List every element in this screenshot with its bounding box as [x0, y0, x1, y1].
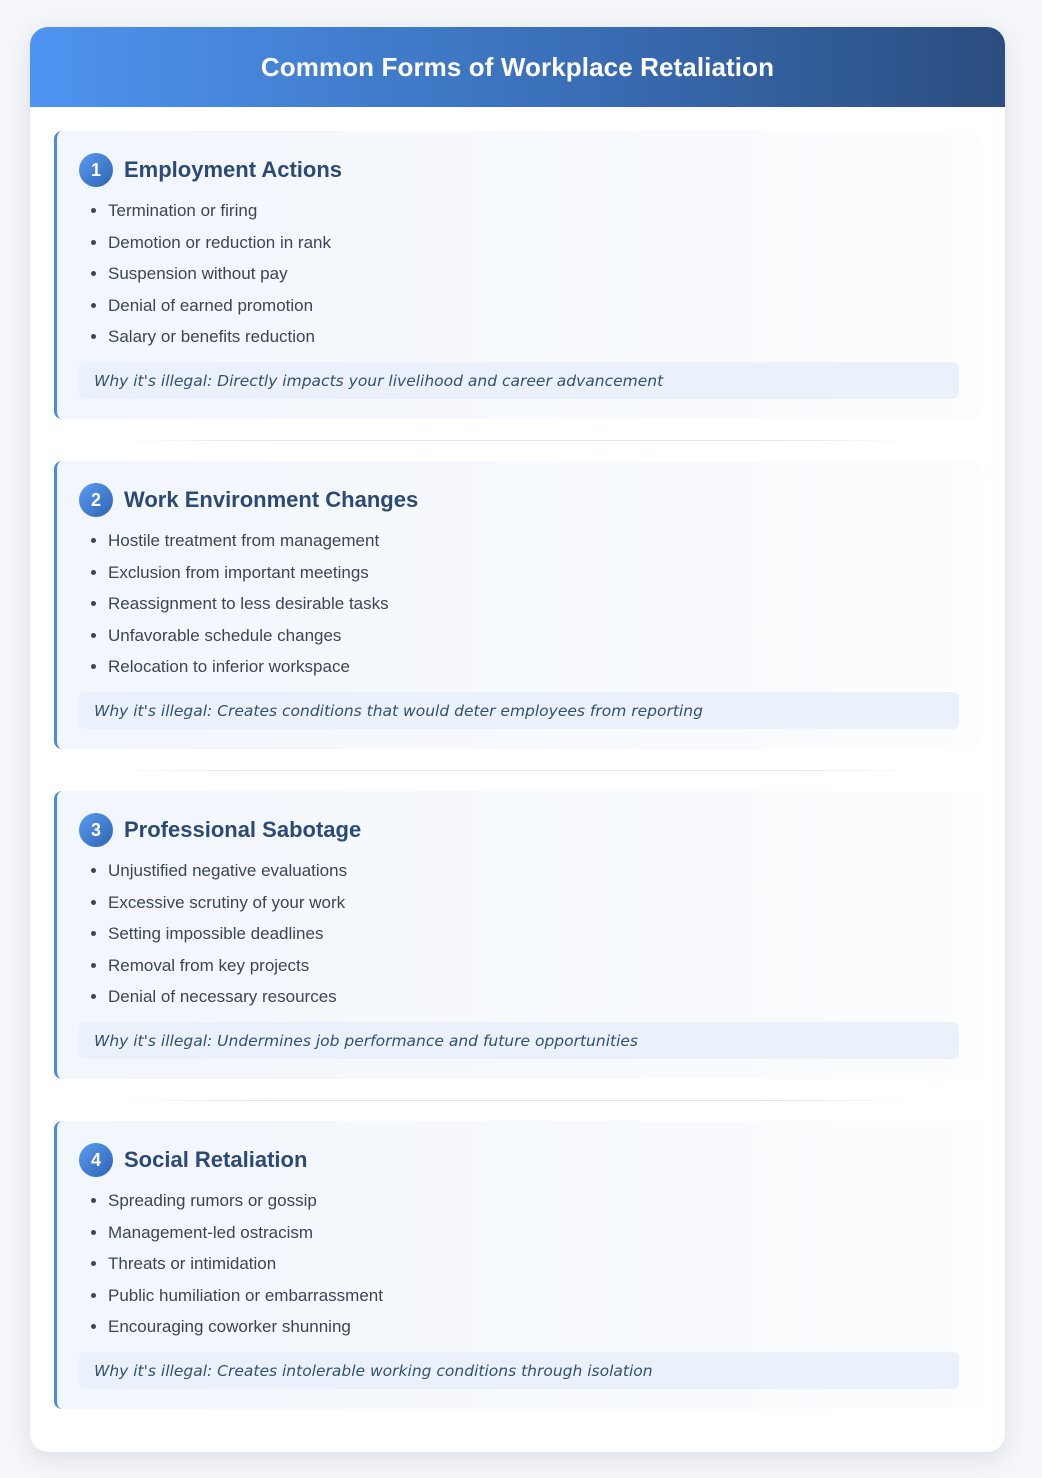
section-title: Social Retaliation [124, 1147, 308, 1172]
list-item-text: Encouraging coworker shunning [108, 1317, 351, 1336]
list-item-text: Exclusion from important meetings [108, 562, 369, 582]
section-title: Professional Sabotage [124, 817, 362, 842]
section-number-badge: 4 [79, 1143, 113, 1177]
section-number-badge: 2 [79, 483, 113, 517]
section-header [79, 153, 342, 187]
list-item [83, 950, 347, 982]
section-employment-actions [54, 131, 980, 419]
list-item-text: Denial of earned promotion [108, 295, 314, 315]
bullet-icon [91, 303, 96, 308]
list-item-text: Unjustified negative evaluations [108, 861, 348, 880]
list-item [83, 918, 347, 950]
bullet-icon [91, 1293, 96, 1298]
item-list [83, 195, 331, 353]
bullet-icon [91, 334, 96, 339]
bullet-icon [91, 1198, 96, 1203]
list-item-text: Hostile treatment from management [108, 531, 380, 550]
list-item [83, 1311, 383, 1343]
list-item-text: Suspension without pay [108, 264, 288, 283]
bullet-icon [91, 664, 96, 669]
list-item [83, 290, 331, 322]
list-item-text: Excessive scrutiny of your work [108, 892, 346, 912]
list-item [83, 525, 389, 557]
bullet-icon [91, 271, 96, 276]
list-item [83, 258, 331, 290]
list-item-text: Removal from key projects [108, 955, 310, 975]
bullet-icon [91, 601, 96, 606]
section-divider [114, 1100, 920, 1101]
bullet-icon [91, 963, 96, 968]
section-work-environment-changes [54, 461, 980, 749]
list-item [83, 887, 347, 919]
list-item [83, 620, 389, 652]
list-item [83, 855, 347, 887]
list-item [83, 1248, 383, 1280]
section-title: Work Environment Changes [124, 487, 419, 512]
bullet-icon [91, 633, 96, 638]
section-social-retaliation [54, 1121, 980, 1409]
bullet-icon [91, 931, 96, 936]
bullet-icon [91, 570, 96, 575]
item-list [83, 855, 347, 1013]
bullet-icon [91, 538, 96, 543]
section-header [79, 483, 418, 517]
bullet-icon [91, 1324, 96, 1329]
section-professional-sabotage [54, 791, 980, 1079]
list-item-text: Threats or intimidation [108, 1254, 277, 1273]
illegal-reason-note: Why it's illegal: Directly impacts your livelihood and career advancement [79, 362, 959, 399]
item-list [83, 525, 389, 683]
page-title: Common Forms of Workplace Retaliation [260, 51, 775, 82]
bullet-icon [91, 994, 96, 999]
list-item-text: Public humiliation or embarrassment [108, 1285, 383, 1305]
list-item [83, 227, 331, 259]
bullet-icon [91, 240, 96, 245]
list-item-text: Spreading rumors or gossip [108, 1191, 317, 1210]
list-item-text: Relocation to inferior workspace [108, 657, 350, 676]
list-item [83, 1280, 383, 1312]
section-number-badge: 1 [79, 153, 113, 187]
sections-list [54, 131, 980, 1409]
bullet-icon [91, 1230, 96, 1235]
section-divider [114, 440, 920, 441]
bullet-icon [91, 900, 96, 905]
list-item [83, 195, 331, 227]
section-number-badge: 3 [79, 813, 113, 847]
bullet-icon [91, 1261, 96, 1266]
list-item-text: Unfavorable schedule changes [108, 625, 342, 645]
retaliation-card [30, 27, 1005, 1452]
illegal-reason-note: Why it's illegal: Creates conditions that would deter employees from reporting [79, 692, 959, 729]
card-header [30, 27, 1005, 107]
list-item [83, 981, 347, 1013]
illegal-reason-note: Why it's illegal: Undermines job performance and future opportunities [79, 1022, 959, 1059]
bullet-icon [91, 208, 96, 213]
section-header [79, 1143, 307, 1177]
list-item-text: Demotion or reduction in rank [108, 232, 332, 252]
list-item [83, 557, 389, 589]
list-item [83, 321, 331, 353]
section-title: Employment Actions [124, 157, 342, 182]
section-divider [114, 770, 920, 771]
list-item [83, 588, 389, 620]
illegal-reason-note: Why it's illegal: Creates intolerable working conditions through isolation [79, 1352, 959, 1389]
list-item-text: Denial of necessary resources [108, 987, 337, 1006]
list-item [83, 1185, 383, 1217]
list-item-text: Management-led ostracism [108, 1222, 314, 1242]
list-item-text: Reassignment to less desirable tasks [108, 594, 389, 613]
list-item [83, 1217, 383, 1249]
list-item-text: Salary or benefits reduction [108, 327, 315, 346]
list-item-text: Termination or firing [108, 201, 258, 220]
section-header [79, 813, 361, 847]
list-item [83, 651, 389, 683]
bullet-icon [91, 868, 96, 873]
list-item-text: Setting impossible deadlines [108, 924, 324, 943]
item-list [83, 1185, 383, 1343]
